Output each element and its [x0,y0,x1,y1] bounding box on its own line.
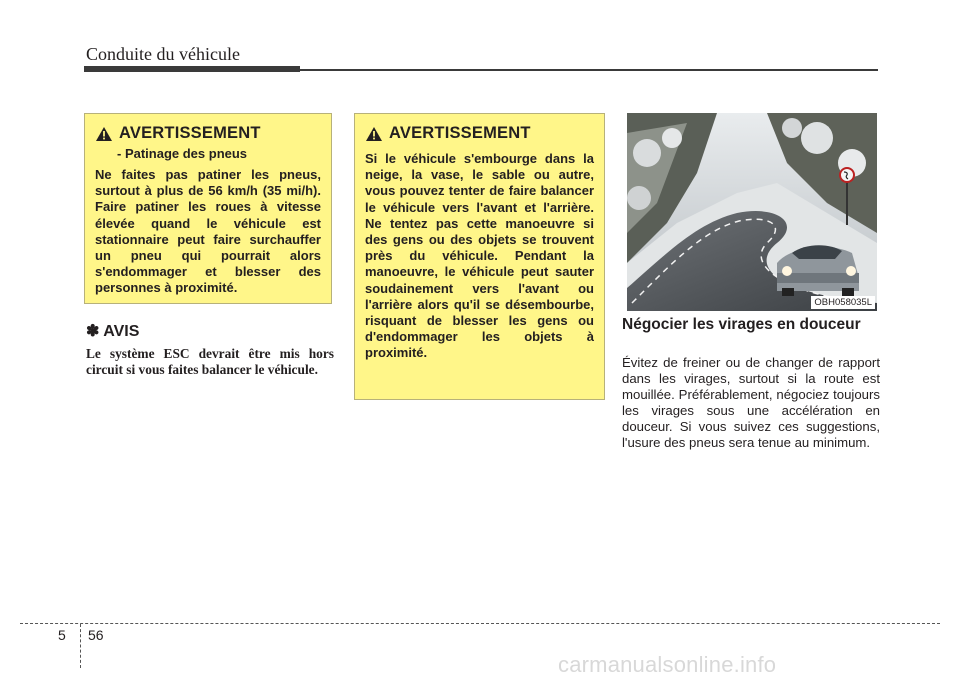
header-title: Conduite du véhicule [86,44,240,64]
section-heading: Négocier les virages en douceur [622,316,861,333]
footer-divider [20,623,940,624]
header-rule-thick [84,66,300,72]
warning-header [95,124,321,143]
warning-box-tire-spin [84,113,332,304]
notice-body: Le système ESC devrait être mis hors circuit si vous faites balancer le véhicule. [86,346,334,377]
warning-body: Si le véhicule s'embourge dans la neige, la vase, le sable ou autre, vous pouvez tenter de faire balancer le véhicule vers l'avant et l'arrière. Ne tentez pas cette manoeuvre si des gens ou des objets se trouvent près du véhicule. Pendant la manoeuvre, le véhicule peut sauter soudainement vers l'avant ou l'arrière alors qu'il se désembourbe, risquant de blesser les gens ou d'endommager les objets à proximité. [365,151,594,361]
page-number: 56 [88,627,104,643]
figure-code: OBH058035L [811,296,875,309]
footer-vertical-divider [80,624,81,668]
warning-box-rocking [354,113,605,400]
notice-title: ✽ AVIS [86,323,140,340]
illustration-curved-road [627,113,877,311]
chapter-number: 5 [58,627,66,643]
warning-subtitle: - Patinage des pneus [117,146,248,161]
header-rule-thin [300,69,878,71]
warning-triangle-icon [365,126,383,142]
warning-header [365,124,594,143]
section-body: Évitez de freiner ou de changer de rapport dans les virages, surtout si la route est mouillée. Préférablement, négociez toujours les virages sous une accélération en douceur. Si vous suivez ces suggestions, l'usure des pneus sera tenue au minimum. [622,355,880,451]
road-car-image [627,113,877,311]
warning-triangle-icon [95,126,113,142]
watermark: carmanualsonline.info [558,652,777,677]
warning-title: AVERTISSEMENT [389,124,531,142]
warning-title: AVERTISSEMENT [119,124,261,142]
warning-body: Ne faites pas patiner les pneus, surtout à plus de 56 km/h (35 mi/h). Faire patiner les roues à vitesse élevée quand le véhicule est stationnaire peut faire surchauffer un pneu qui pourrait alors s'endommager et blesser des personnes à proximité. [95,167,321,296]
